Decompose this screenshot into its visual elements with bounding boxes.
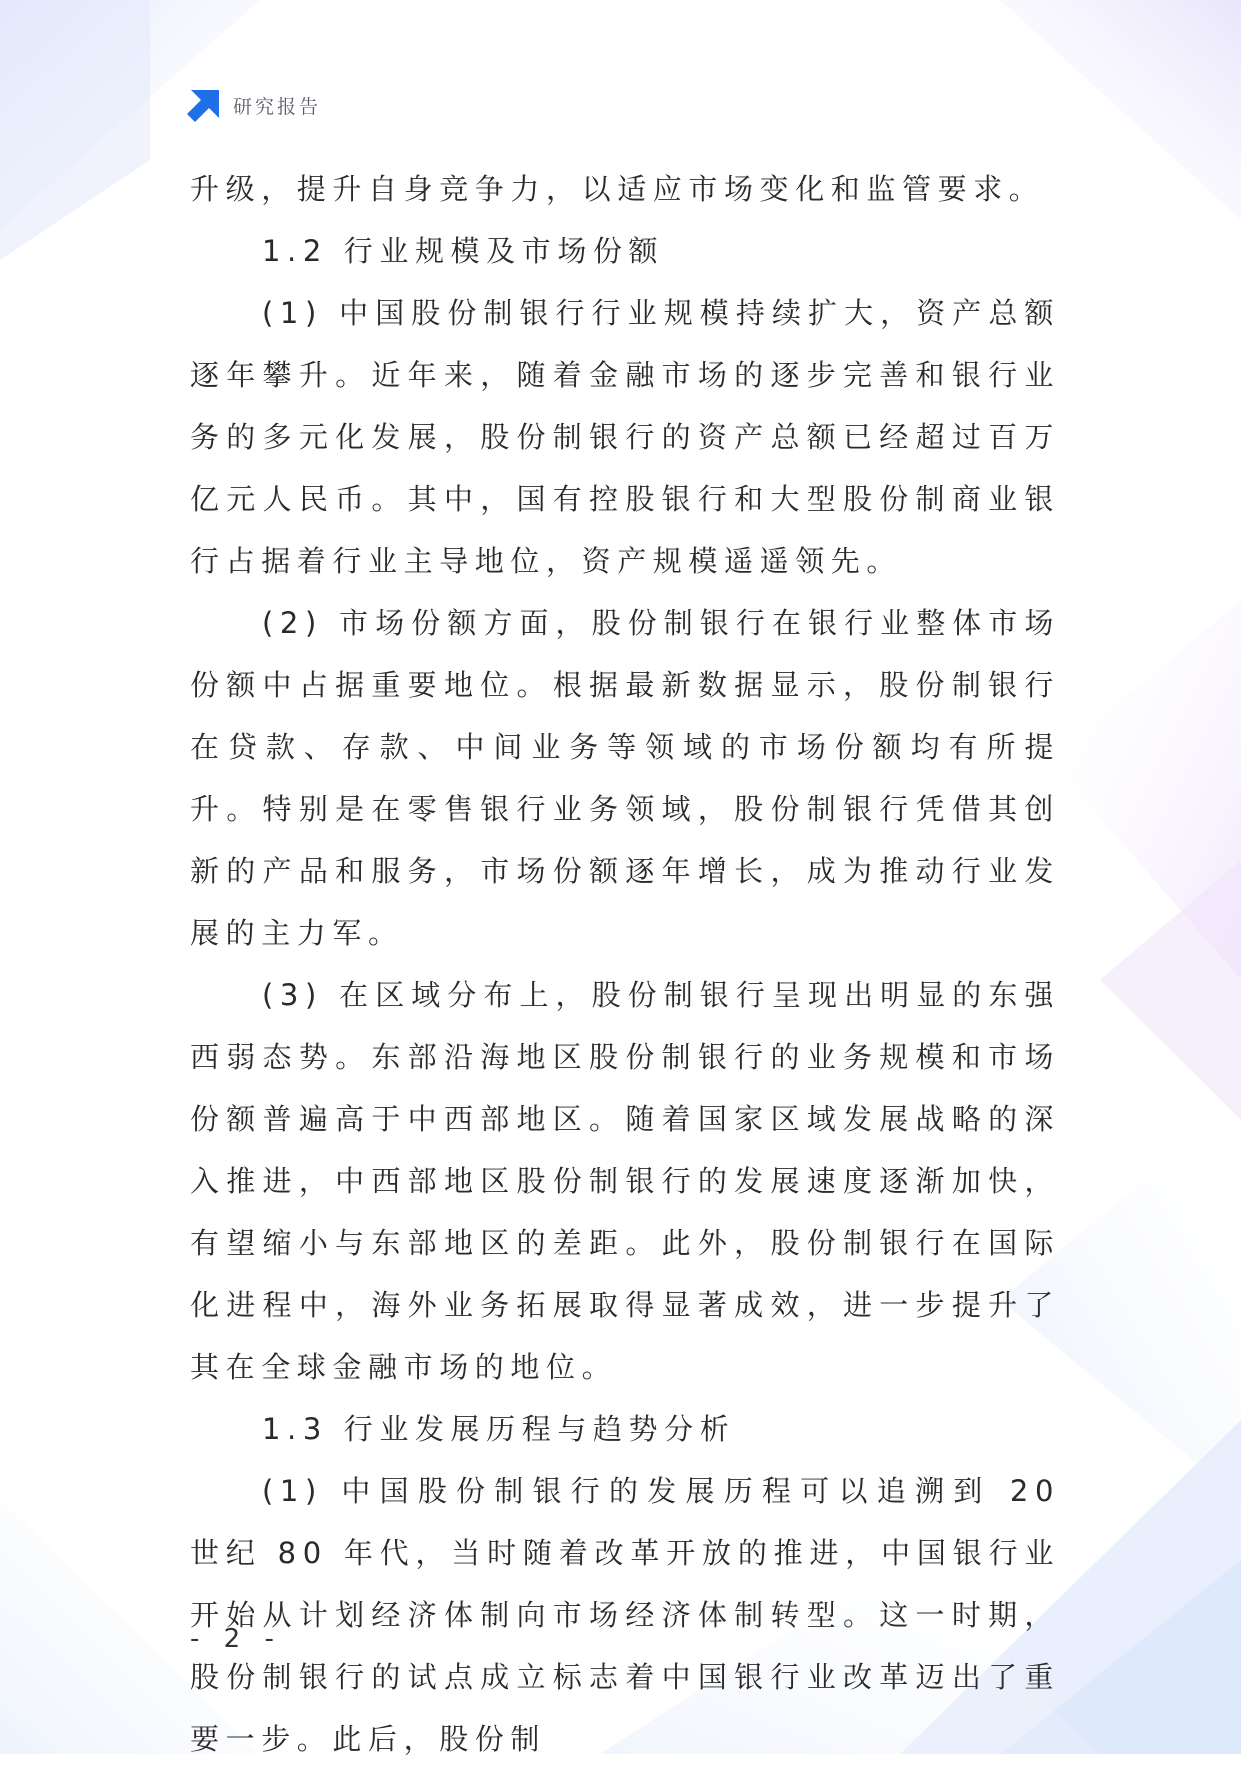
section-heading-1-2: 1.2 行业规模及市场份额 — [262, 234, 665, 268]
section-heading-1-3: 1.3 行业发展历程与趋势分析 — [262, 1412, 736, 1446]
paragraph: (1) 中国股份制银行行业规模持续扩大，资产总额逐年攀升。近年来，随着金融市场的逐步完善和银行业务的多元化发展，股份制银行的资产总额已经超过百万亿元人民币。其中，国有控股银行和大型股份制商业银行占据着行业主导地位，资产规模遥遥领先。 — [190, 296, 1060, 578]
paragraph: (2) 市场份额方面，股份制银行在银行业整体市场份额中占据重要地位。根据最新数据显示，股份制银行在贷款、存款、中间业务等领域的市场份额均有所提升。特别是在零售银行业务领域，股份制银行凭借其创新的产品和服务，市场份额逐年增长，成为推动行业发展的主力军。 — [190, 606, 1060, 950]
paragraph-continuation: 升级，提升自身竞争力，以适应市场变化和监管要求。 — [190, 172, 1045, 206]
document-body — [190, 158, 1060, 1770]
header-title: 研究报告 — [233, 95, 322, 118]
paragraph: (1) 中国股份制银行的发展历程可以追溯到 20 世纪 80 年代，当时随着改革开放的推进，中国银行业开始从计划经济体制向市场经济体制转型。这一时期，股份制银行的试点成立标志着中国银行业改革迈出了重要一步。此后，股份制 — [190, 1474, 1060, 1756]
page-number: - 2 - — [190, 1624, 282, 1654]
arrow-up-right-icon — [187, 88, 221, 122]
paragraph: (3) 在区域分布上，股份制银行呈现出明显的东强西弱态势。东部沿海地区股份制银行的业务规模和市场份额普遍高于中西部地区。随着国家区域发展战略的深入推进，中西部地区股份制银行的发展速度逐渐加快，有望缩小与东部地区的差距。此外，股份制银行在国际化进程中，海外业务拓展取得显著成效，进一步提升了其在全球金融市场的地位。 — [190, 978, 1060, 1384]
report-header — [187, 87, 321, 123]
